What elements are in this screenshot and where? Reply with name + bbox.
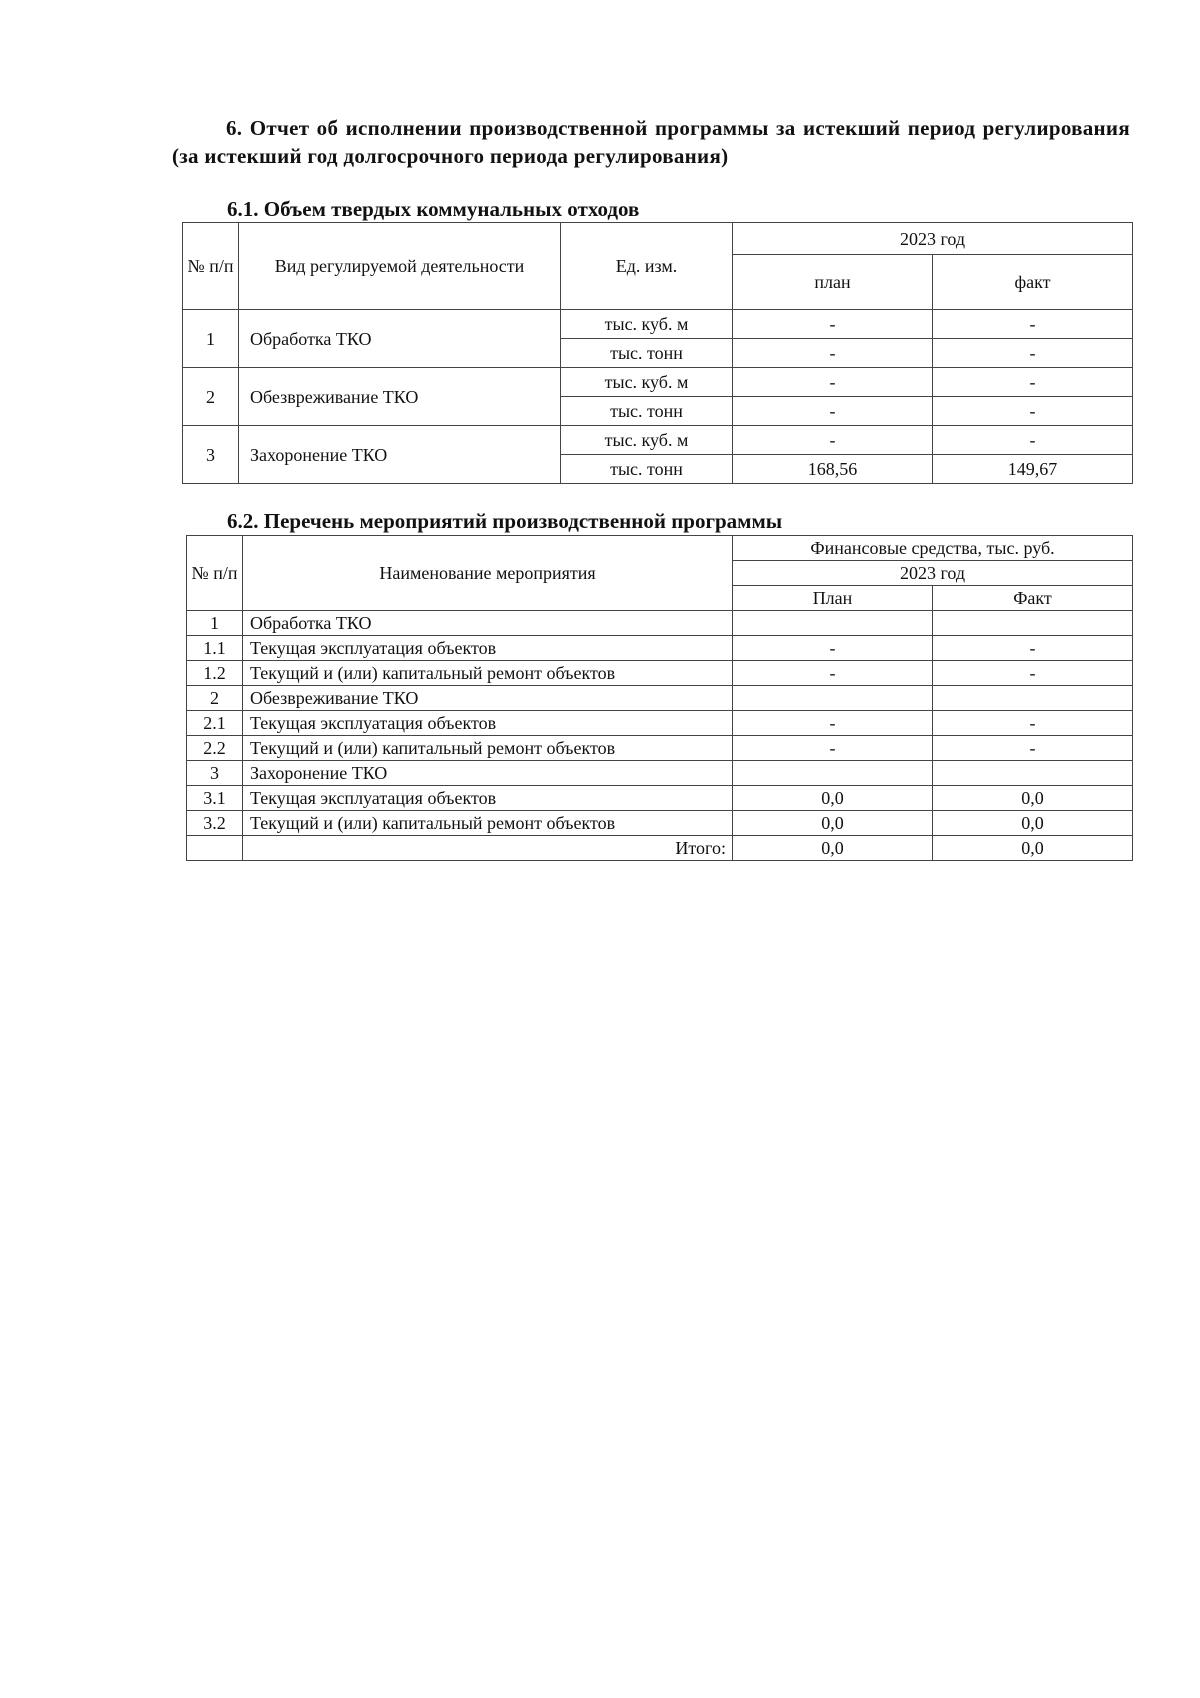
total-plan: 0,0 — [733, 836, 933, 861]
row-num: 2.2 — [187, 736, 243, 761]
row-num: 2 — [187, 686, 243, 711]
row-num: 2 — [183, 368, 239, 426]
header-finance: Финансовые средства, тыс. руб. — [733, 536, 1133, 561]
table-row — [187, 761, 1133, 786]
total-fact: 0,0 — [933, 836, 1133, 861]
row-unit: тыс. тонн — [561, 397, 733, 426]
row-fact: - — [933, 339, 1133, 368]
table-row — [187, 711, 1133, 736]
row-num: 2.1 — [187, 711, 243, 736]
row-num: 1 — [187, 611, 243, 636]
row-plan: - — [733, 426, 933, 455]
row-plan — [733, 686, 933, 711]
program-measures-table — [186, 535, 1133, 861]
row-measure-name: Текущий и (или) капитальный ремонт объектов — [243, 736, 733, 761]
solid-waste-volume-table — [182, 222, 1133, 484]
header-year: 2023 год — [733, 561, 1133, 586]
total-row — [187, 836, 1133, 861]
total-label: Итого: — [243, 836, 733, 861]
table-row — [187, 786, 1133, 811]
row-num: 3.1 — [187, 786, 243, 811]
row-fact: - — [933, 368, 1133, 397]
row-unit: тыс. куб. м — [561, 368, 733, 397]
table-row — [187, 636, 1133, 661]
row-plan: 168,56 — [733, 455, 933, 484]
row-fact: - — [933, 397, 1133, 426]
header-fact: факт — [933, 255, 1133, 310]
row-unit: тыс. куб. м — [561, 426, 733, 455]
row-num: 3 — [183, 426, 239, 484]
total-num-empty — [187, 836, 243, 861]
row-unit: тыс. куб. м — [561, 310, 733, 339]
row-plan: - — [733, 368, 933, 397]
row-plan: 0,0 — [733, 811, 933, 836]
row-num: 3 — [187, 761, 243, 786]
row-plan: - — [733, 711, 933, 736]
header-activity: Вид регулируемой деятельности — [239, 223, 561, 310]
row-fact: - — [933, 426, 1133, 455]
row-plan — [733, 761, 933, 786]
header-plan: план — [733, 255, 933, 310]
table-row — [187, 611, 1133, 636]
row-plan: 0,0 — [733, 786, 933, 811]
table-row — [183, 368, 1133, 397]
row-fact: 149,67 — [933, 455, 1133, 484]
row-fact — [933, 686, 1133, 711]
row-activity: Обработка ТКО — [239, 310, 561, 368]
row-fact: - — [933, 736, 1133, 761]
row-activity: Захоронение ТКО — [239, 426, 561, 484]
row-unit: тыс. тонн — [561, 339, 733, 368]
row-num: 1 — [183, 310, 239, 368]
row-fact — [933, 611, 1133, 636]
row-fact: - — [933, 636, 1133, 661]
row-measure-name: Текущий и (или) капитальный ремонт объектов — [243, 811, 733, 836]
row-measure-name: Текущая эксплуатация объектов — [243, 636, 733, 661]
row-measure-name: Текущая эксплуатация объектов — [243, 711, 733, 736]
row-num: 1.2 — [187, 661, 243, 686]
header-measure-name: Наименование мероприятия — [243, 536, 733, 611]
row-measure-name: Текущая эксплуатация объектов — [243, 786, 733, 811]
row-fact: - — [933, 661, 1133, 686]
row-num: 3.2 — [187, 811, 243, 836]
report-heading: 6. Отчет об исполнении производственной программы за истекший период регулирования (за истекший год долгосрочного периода регулирования) — [172, 116, 1130, 168]
row-fact: 0,0 — [933, 811, 1133, 836]
row-measure-name: Обезвреживание ТКО — [243, 686, 733, 711]
row-measure-name: Обработка ТКО — [243, 611, 733, 636]
table-row — [187, 686, 1133, 711]
table-row — [187, 811, 1133, 836]
section-1-title: 6.1. Объем твердых коммунальных отходов — [227, 197, 640, 221]
header-year: 2023 год — [733, 223, 1133, 255]
row-plan — [733, 611, 933, 636]
table-row — [183, 310, 1133, 339]
header-num: № п/п — [183, 223, 239, 310]
row-measure-name: Захоронение ТКО — [243, 761, 733, 786]
row-plan: - — [733, 310, 933, 339]
row-plan: - — [733, 339, 933, 368]
row-unit: тыс. тонн — [561, 455, 733, 484]
table-row — [183, 426, 1133, 455]
row-plan: - — [733, 736, 933, 761]
row-plan: - — [733, 636, 933, 661]
row-activity: Обезвреживание ТКО — [239, 368, 561, 426]
header-fact: Факт — [933, 586, 1133, 611]
row-plan: - — [733, 397, 933, 426]
row-fact: 0,0 — [933, 786, 1133, 811]
table-row — [187, 661, 1133, 686]
row-plan: - — [733, 661, 933, 686]
header-num: № п/п — [187, 536, 243, 611]
row-fact: - — [933, 711, 1133, 736]
row-fact: - — [933, 310, 1133, 339]
row-measure-name: Текущий и (или) капитальный ремонт объектов — [243, 661, 733, 686]
header-plan: План — [733, 586, 933, 611]
section-2-title: 6.2. Перечень мероприятий производственной программы — [227, 509, 783, 533]
table-row — [187, 736, 1133, 761]
header-unit: Ед. изм. — [561, 223, 733, 310]
row-fact — [933, 761, 1133, 786]
row-num: 1.1 — [187, 636, 243, 661]
